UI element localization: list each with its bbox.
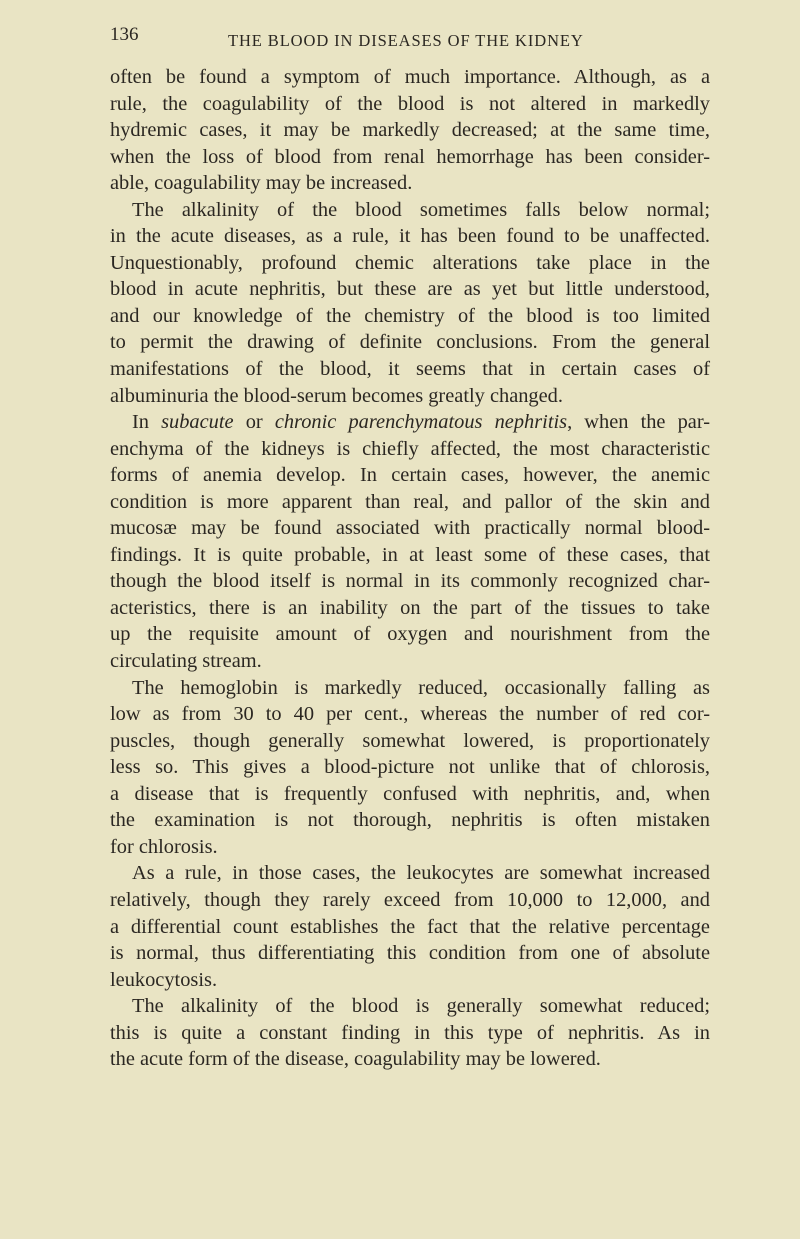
text-line: acteristics, there is an inability on the part of the tissues to take <box>110 596 710 619</box>
running-head <box>110 20 710 54</box>
text-line: leukocytosis. <box>110 968 218 991</box>
text-line: though the blood itself is normal in its commonly recognized char- <box>110 570 710 593</box>
text-line: condition is more apparent than real, and pallor of the skin and <box>110 490 710 513</box>
text-line: when the loss of blood from renal hemorrhage has been consider- <box>110 145 710 168</box>
text-line: rule, the coagulability of the blood is not altered in markedly <box>110 92 710 115</box>
text-line: a differential count establishes the fact that the relative percentage <box>110 915 710 938</box>
body-text <box>110 64 710 1073</box>
text-line: low as from 30 to 40 per cent., whereas the number of red cor- <box>110 703 710 726</box>
text-line-italic <box>110 409 710 436</box>
text-line: relatively, though they rarely exceed from 10,000 to 12,000, and <box>110 888 710 911</box>
text-line: albuminuria the blood-serum becomes greatly changed. <box>110 384 563 407</box>
italic-line-prefix: In <box>132 411 162 434</box>
text-line: hydremic cases, it may be markedly decreased; at the same time, <box>110 119 710 142</box>
text-line: able, coagulability may be increased. <box>110 172 413 195</box>
text-line: The alkalinity of the blood sometimes falls below normal; <box>132 198 710 221</box>
text-line: this is quite a constant finding in this type of nephritis. As in <box>110 1021 710 1044</box>
text-line: forms of anemia develop. In certain cases, however, the anemic <box>110 464 710 487</box>
text-line: mucosæ may be found associated with practically normal blood- <box>110 517 710 540</box>
text-line: enchyma of the kidneys is chiefly affected, the most characteristic <box>110 437 710 460</box>
italic-term-chronic: chronic parenchymatous nephritis <box>274 411 568 434</box>
running-head-title: THE BLOOD IN DISEASES OF THE KIDNEY <box>228 31 584 50</box>
text-line: for chlorosis. <box>110 835 218 858</box>
text-line: often be found a symptom of much importance. Although, as a <box>110 66 710 88</box>
text-line: is normal, thus differentiating this condition from one of absolute <box>110 942 710 965</box>
text-line: circulating stream. <box>110 650 262 673</box>
text-line: findings. It is quite probable, in at least some of these cases, that <box>110 543 710 566</box>
text-line: the examination is not thorough, nephritis is often mistaken <box>110 809 710 832</box>
text-line: The hemoglobin is markedly reduced, occasionally falling as <box>132 676 710 699</box>
text-line: less so. This gives a blood-picture not unlike that of chlorosis, <box>110 756 710 779</box>
text-line: the acute form of the disease, coagulability may be lowered. <box>110 1048 601 1071</box>
italic-term-subacute: subacute <box>161 411 234 434</box>
italic-line-mid: or <box>233 411 275 434</box>
text-line: Unquestionably, profound chemic alterations take place in the <box>110 251 710 274</box>
text-line: blood in acute nephritis, but these are as yet but little understood, <box>110 278 710 301</box>
text-line: manifestations of the blood, it seems that in certain cases of <box>110 358 710 381</box>
text-line: and our knowledge of the chemistry of the blood is too limited <box>110 304 710 327</box>
text-line: to permit the drawing of definite conclusions. From the general <box>110 331 710 354</box>
text-line: puscles, though generally somewhat lowered, is proportionately <box>110 729 710 752</box>
text-line: up the requisite amount of oxygen and nourishment from the <box>110 623 710 646</box>
text-line: As a rule, in those cases, the leukocytes are somewhat increased <box>132 862 710 885</box>
text-line: in the acute diseases, as a rule, it has been found to be unaffected. <box>110 225 710 248</box>
page-number: 136 <box>110 24 139 45</box>
italic-line-suffix: , when the par- <box>567 411 711 434</box>
text-line: a disease that is frequently confused with nephritis, and, when <box>110 782 710 805</box>
text-line: The alkalinity of the blood is generally somewhat reduced; <box>132 995 710 1018</box>
